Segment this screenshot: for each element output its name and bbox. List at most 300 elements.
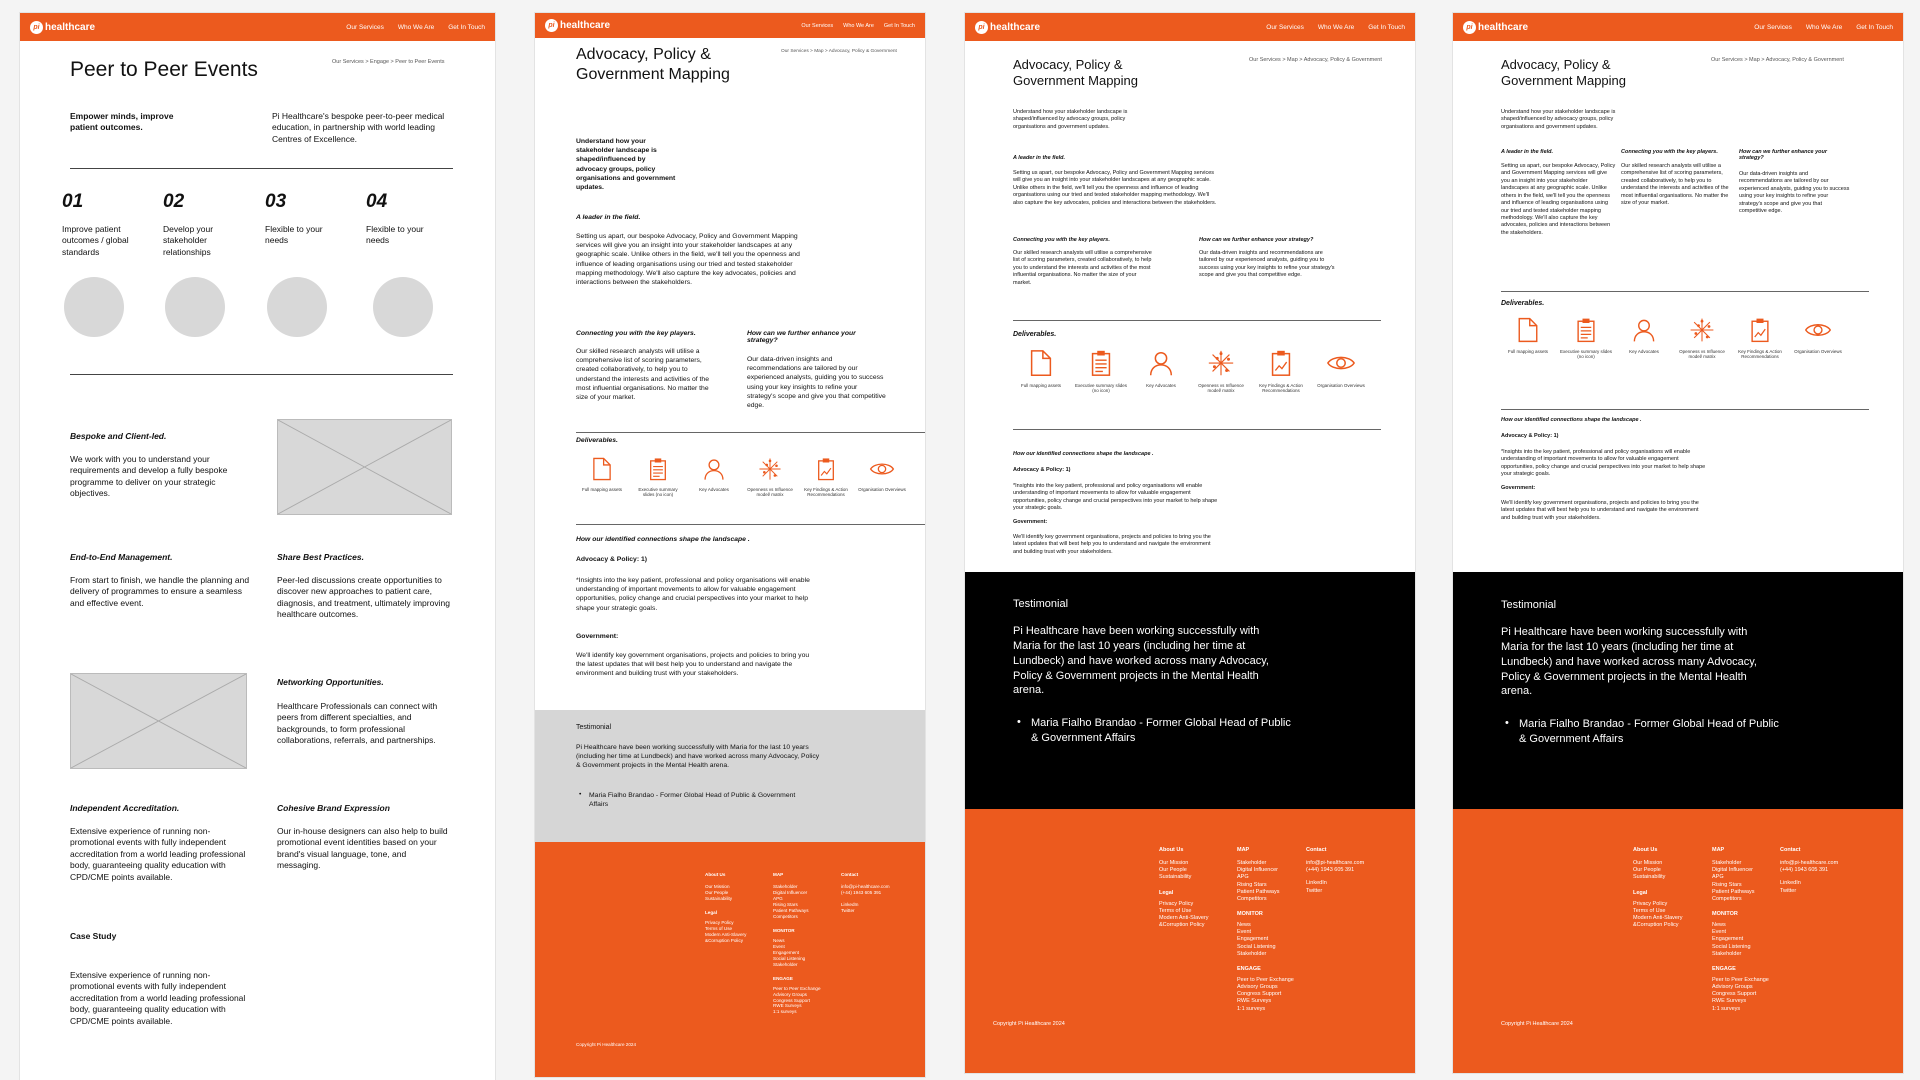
deliverable-item (1013, 348, 1069, 394)
footer-link[interactable]: Competitors (773, 913, 798, 919)
step-image-placeholder (267, 277, 327, 337)
footer-link[interactable]: Our People (1633, 867, 1661, 874)
nav-our-services[interactable]: Our Services (1266, 23, 1304, 31)
deliverable-label: Executive summary slides (no icon) (638, 487, 678, 498)
chart-clipboard-icon (813, 456, 839, 482)
footer (1453, 809, 1904, 1074)
footer-link[interactable]: Peer to Peer Exchange (1712, 976, 1769, 983)
footer-linkedin[interactable]: LinkedIn (841, 901, 859, 907)
nav-links (346, 24, 485, 31)
footer-col-about (1633, 847, 1698, 929)
logo[interactable] (1463, 21, 1528, 34)
footer-link[interactable]: Stakeholder (1237, 860, 1267, 867)
deliverable-label: Key Advocates (1146, 383, 1176, 388)
eye-icon (869, 456, 895, 482)
chart-clipboard-icon (1266, 348, 1296, 378)
step-text: Improve patient outcomes / global standards (62, 224, 129, 257)
nav-our-services[interactable]: Our Services (801, 22, 834, 29)
footer-heading: Legal (705, 909, 717, 915)
enhance-heading: How can we further enhance your strategy? (1199, 237, 1314, 243)
deliverables-row (1501, 316, 1845, 360)
footer-heading: Contact (1780, 847, 1801, 853)
footer-link[interactable]: Peer to Peer Exchange (773, 985, 821, 991)
logo-mark: pi (1463, 21, 1476, 34)
deliverable-item (1073, 348, 1129, 394)
footer-link[interactable]: Patient Pathways (1237, 888, 1280, 895)
page-title: Advocacy, Policy & Government Mapping (576, 46, 730, 83)
deliverable-label: Organisation Overviews (1317, 383, 1365, 388)
divider (576, 524, 926, 525)
copyright: Copyright Pi Healthcare 2024 (993, 1021, 1065, 1027)
top-nav (965, 13, 1415, 41)
footer-col-map (1712, 847, 1769, 1013)
case-study-body: Extensive experience of running non-promotional events with fully independent accreditation from a world leading professional body, guaranteeing quality education with CPD/CME points available. (70, 970, 246, 1026)
footer-link[interactable]: Competitors (1237, 895, 1267, 902)
government-body: We'll identify key government organisations, projects and policies to bring you the latest updates that will best help you to understand and navigate the environment and building trust with your stakeholders. (1013, 534, 1211, 555)
footer-phone[interactable]: (+44) 1943 605 391 (1306, 867, 1355, 874)
footer-link[interactable]: APG (1237, 874, 1249, 881)
copyright: Copyright Pi Healthcare 2024 (576, 1042, 637, 1047)
footer-link[interactable]: Rising Stars (773, 901, 798, 907)
footer-col-contact (1780, 847, 1838, 895)
deliverables-heading: Deliverables. (1013, 331, 1057, 338)
footer-email[interactable]: info@pi-healthcare.com (841, 883, 890, 889)
breadcrumb[interactable]: Our Services > Map > Advocacy, Policy & Government (1249, 57, 1382, 63)
deliverable-item (800, 456, 852, 498)
logo-text: healthcare (990, 21, 1041, 33)
deliverable-label: Key Findings & Action Recommendations (1738, 349, 1782, 360)
footer-linkedin[interactable]: LinkedIn (1780, 880, 1801, 887)
leader-body: Setting us apart, our bespoke Advocacy, Policy and Government Mapping services will give you an insight into your stakeholder landscapes at any geographic scale. Unlike others in the field, we'll tell you the openness and influence of leading organisations using our tried and tested stakeholder mapping methodology. We'll also capture the key advocates, policies and interactions between the stakeholders. (576, 233, 800, 286)
government-body: We'll identify key government organisations, projects and policies to bring you the latest updates that will best help you to understand and navigate the environment and building trust with your stakeholders. (1501, 500, 1699, 521)
footer-link[interactable]: Rising Stars (1237, 881, 1267, 888)
section-body: From start to finish, we handle the planning and delivery of programmes to ensure a seamless and effective event. (70, 575, 250, 608)
footer-link[interactable]: Event (1237, 929, 1252, 936)
intro-left: Empower minds, improve patient outcomes. (70, 111, 174, 133)
bullet-icon: • (579, 791, 582, 798)
deliverable-label: Key Advocates (1629, 349, 1659, 354)
connect-body: Our skilled research analysts will utilise a comprehensive list of scoring parameters, created collaboratively, to help you to understand the interests and activities of the most influential organisations. No matter the size of your market. (1621, 163, 1729, 207)
network-icon (757, 456, 783, 482)
footer-link[interactable]: Advisory Groups (1712, 984, 1753, 991)
section-body: Our in-house designers can also help to build promotional event identities based on your brand's visual language, tone, and messaging. (277, 826, 448, 871)
footer-link[interactable]: Stakeholder (773, 883, 798, 889)
intro-text: Understand how your stakeholder landscape is shaped/influenced by advocacy groups, policy organisations and government updates. (1501, 109, 1616, 130)
nav-who-we-are[interactable]: Who We Are (843, 22, 874, 29)
image-placeholder (277, 419, 452, 515)
testimonial-section (965, 572, 1416, 809)
divider (1013, 429, 1381, 430)
footer-link[interactable]: Engagement (1712, 936, 1744, 943)
enhance-body: Our data-driven insights and recommendations are tailored by our experienced analysts, guiding you to success using your key insights to refine your strategy's scope and give you that competitive edge. (747, 356, 886, 409)
footer-link[interactable]: Privacy Policy (1159, 900, 1194, 907)
logo-text: healthcare (1478, 21, 1529, 33)
footer-col-contact (1306, 847, 1364, 895)
footer (535, 842, 926, 1078)
divider (70, 374, 453, 375)
section-body: Healthcare Professionals can connect with peers from different specialties, and backgrounds, to form professional collaborations, referrals, and partnerships. (277, 701, 438, 746)
government-body: We'll identify key government organisations, projects and policies to bring you the latest updates that will best help you to understand and navigate the environment and building trust with your stakeholders. (576, 652, 810, 678)
footer-heading: Contact (1306, 847, 1327, 853)
connect-heading: Connecting you with the key players. (576, 330, 696, 337)
section-heading: Share Best Practices. (277, 552, 364, 562)
deliverable-label: Full mapping assets (1507, 349, 1549, 354)
logo-text: healthcare (560, 20, 611, 31)
advocacy-heading: Advocacy & Policy: 1) (1013, 467, 1071, 473)
testimonial-heading: Testimonial (576, 724, 612, 731)
map-page-v3 (1452, 12, 1904, 1074)
breadcrumb[interactable]: Our Services > Engage > Peer to Peer Events (332, 59, 445, 65)
section-heading: Cohesive Brand Expression (277, 803, 390, 813)
deliverable-label: Key Findings & Action Recommendations (1259, 383, 1303, 394)
deliverable-item (856, 456, 908, 498)
chart-clipboard-icon (1746, 316, 1774, 344)
footer-heading: Legal (1633, 889, 1648, 896)
footer-link[interactable]: 1:1 surveys (1237, 1005, 1266, 1012)
footer-heading: About Us (705, 872, 726, 877)
nav-links (1754, 24, 1893, 31)
advocacy-body: *Insights into the key patient, professional and policy organisations will enable understanding of important movements to allow for valuable engagement opportunities, policy change and crucial perspectives into your market to help shape your strategic goals. (1501, 449, 1706, 478)
deliverable-label: Openness vs Influence model/ matrix (747, 487, 793, 498)
deliverable-label: Openness vs Influence model/ matrix (1679, 349, 1725, 360)
enhance-body: Our data-driven insights and recommendations are tailored by our experienced analysts, guiding you to success using your key insights to refine your strategy's scope and give you that competitive edge. (1739, 171, 1850, 215)
testimonial-body: Pi Healthcare have been working successfully with Maria for the last 10 years (including her time at Lundbeck) and have worked across many Advocacy, Policy & Government projects in the Mental Health arena. (576, 744, 820, 770)
deliverable-item (1253, 348, 1309, 394)
divider (576, 432, 926, 433)
footer-link[interactable]: Modern Anti-Slavery &Corruption Policy (1159, 914, 1209, 929)
footer-link[interactable]: Stakeholder (1712, 860, 1742, 867)
footer-heading: MAP (773, 872, 784, 877)
footer-link[interactable]: 1:1 surveys (773, 1009, 797, 1015)
footer-link[interactable]: Competitors (1712, 895, 1742, 902)
testimonial-heading: Testimonial (1013, 598, 1069, 610)
footer-link[interactable]: Our People (1159, 867, 1187, 874)
government-heading: Government: (1013, 519, 1048, 525)
logo-mark: pi (30, 21, 43, 34)
logo[interactable] (545, 19, 610, 32)
deliverable-label: Key Advocates (699, 487, 729, 492)
top-nav (20, 13, 495, 41)
footer-link[interactable]: Social Listening (1237, 943, 1276, 950)
deliverable-label: Executive summary slides (no icon) (1559, 349, 1613, 360)
leader-heading: A leader in the field. (576, 214, 641, 221)
footer-link[interactable]: 1:1 surveys (1712, 1005, 1741, 1012)
footer-link[interactable]: Patient Pathways (1712, 888, 1755, 895)
footer-heading: Contact (841, 872, 859, 877)
intro-text: Understand how your stakeholder landscape is shaped/influenced by advocacy groups, policy organisations and government updates. (1013, 109, 1128, 130)
footer-link[interactable]: Sustainability (1633, 874, 1666, 881)
footer-twitter[interactable]: Twitter (1780, 887, 1797, 894)
nav-get-in-touch[interactable]: Get In Touch (883, 22, 915, 29)
document-icon (1026, 348, 1056, 378)
divider (1501, 291, 1869, 292)
nav-who-we-are[interactable]: Who We Are (1805, 23, 1843, 31)
footer-link[interactable]: Stakeholder (1237, 950, 1267, 957)
divider (1501, 409, 1869, 410)
deliverable-label: Openness vs Influence model/ matrix (1198, 383, 1244, 394)
leader-body: Setting us apart, our bespoke Advocacy, Policy and Government Mapping services will give you an insight into your stakeholder landscapes at any geographic scale. Unlike others in the field, we'll tell you the openness and influence of leading organisations using our tried and tested stakeholder mapping methodology. We'll also capture the key advocates, policies and interactions between the stakeholders. (1013, 170, 1217, 206)
footer-link[interactable]: News (1237, 922, 1251, 929)
deliverables-row (1013, 348, 1369, 394)
testimonial-author: Maria Fialho Brandao - Former Global Head of Public & Government Affairs (1031, 717, 1291, 744)
deliverable-item (688, 456, 740, 498)
connect-heading: Connecting you with the key players. (1013, 237, 1110, 243)
footer-col-about (1159, 847, 1224, 929)
clipboard-icon (645, 456, 671, 482)
deliverables-row (576, 456, 908, 498)
step-text: Develop your stakeholder relationships (163, 224, 214, 257)
footer-link[interactable]: Sustainability (705, 895, 733, 901)
section-heading: Networking Opportunities. (277, 677, 384, 687)
step-number: 01 (62, 191, 84, 212)
advocacy-body: *Insights into the key patient, professional and policy organisations will enable understanding of important movements to allow for valuable engagement opportunities, policy change and crucial perspectives into your market to help shape your strategic goals. (1013, 483, 1218, 512)
enhance-heading: How can we further enhance your strategy? (1739, 149, 1828, 161)
network-icon (1688, 316, 1716, 344)
deliverables-heading: Deliverables. (1501, 300, 1545, 307)
footer-link[interactable]: Rising Stars (1712, 881, 1742, 888)
enhance-body: Our data-driven insights and recommendations are tailored by our experienced analysts, guiding you to success using your key insights to refine your strategy's scope and give you that competitive edge. (1199, 250, 1335, 279)
advocacy-body: *Insights into the key patient, professional and policy organisations will enable understanding of important movements to allow for valuable engagement opportunities, policy change and crucial perspectives into your market to help shape your strategic goals. (576, 577, 810, 612)
footer-link[interactable]: Terms of Use (1633, 907, 1666, 914)
section-heading: Independent Accreditation. (70, 803, 180, 813)
map-page-v1 (534, 12, 926, 1078)
network-icon (1206, 348, 1236, 378)
shape-heading: How our identified connections shape the landscape . (576, 536, 750, 543)
enhance-heading: How can we further enhance your strategy? (747, 330, 856, 344)
section-heading: End-to-End Management. (70, 552, 173, 562)
logo[interactable] (975, 21, 1040, 34)
footer-linkedin[interactable]: LinkedIn (1306, 880, 1327, 887)
footer-link[interactable]: Terms of Use (705, 925, 733, 931)
step-number: 03 (265, 191, 287, 212)
peer-to-peer-page (19, 12, 496, 1080)
footer-link[interactable]: RWE Surveys (1712, 998, 1747, 1005)
advocacy-heading: Advocacy & Policy: 1) (1501, 433, 1559, 439)
footer-link[interactable]: Modern Anti-Slavery &Corruption Policy (1633, 914, 1683, 929)
clipboard-icon (1572, 316, 1600, 344)
page-title: Advocacy, Policy & Government Mapping (1501, 57, 1627, 89)
footer-link[interactable]: Congress Support (1712, 991, 1757, 998)
footer-link[interactable]: News (1712, 922, 1726, 929)
footer-link[interactable]: Engagement (773, 949, 800, 955)
footer-link[interactable]: Privacy Policy (705, 919, 734, 925)
deliverable-label: Organisation Overviews (858, 487, 906, 492)
bullet-icon: • (1017, 716, 1021, 728)
leader-heading: A leader in the field. (1501, 149, 1554, 155)
logo-mark: pi (975, 21, 988, 34)
intro-right: Pi Healthcare's bespoke peer-to-peer medical education, in partnership with world leading Centres of Excellence. (272, 111, 445, 144)
breadcrumb[interactable]: Our Services > Map > Advocacy, Policy & Government (781, 49, 897, 54)
footer-link[interactable]: Digital Influencer (1237, 867, 1278, 874)
footer (965, 809, 1416, 1074)
nav-who-we-are[interactable]: Who We Are (1317, 23, 1355, 31)
footer-col-map (773, 872, 821, 1015)
eye-icon (1804, 316, 1832, 344)
deliverable-item (1617, 316, 1671, 360)
footer-link[interactable]: RWE Surveys (1237, 998, 1272, 1005)
testimonial-heading: Testimonial (1501, 599, 1557, 611)
footer-heading: MONITOR (1237, 910, 1263, 917)
deliverable-item (1133, 348, 1189, 394)
copyright: Copyright Pi Healthcare 2024 (1501, 1021, 1573, 1027)
deliverable-item (1791, 316, 1845, 360)
footer-link[interactable]: Advisory Groups (773, 991, 807, 997)
footer-email[interactable]: info@pi-healthcare.com (1780, 860, 1839, 867)
clipboard-icon (1086, 348, 1116, 378)
top-nav (535, 13, 925, 38)
footer-heading: ENGAGE (1712, 965, 1736, 972)
deliverable-item (1501, 316, 1555, 360)
footer-heading: Legal (1159, 889, 1174, 896)
footer-link[interactable]: Social Listening (1712, 943, 1751, 950)
footer-link[interactable]: Engagement (1237, 936, 1269, 943)
footer-link[interactable]: Stakeholder (1712, 950, 1742, 957)
document-icon (1514, 316, 1542, 344)
footer-phone[interactable]: (+44) 1943 605 391 (841, 889, 882, 895)
footer-heading: MAP (1237, 847, 1250, 853)
bullet-icon: • (1505, 717, 1509, 729)
step-number: 02 (163, 191, 185, 212)
deliverable-item (632, 456, 684, 498)
deliverable-item (1675, 316, 1729, 360)
footer-heading: ENGAGE (773, 975, 793, 981)
footer-link[interactable]: Modern Anti-Slavery &Corruption Policy (705, 931, 747, 943)
connect-body: Our skilled research analysts will utilise a comprehensive list of scoring parameters, created collaboratively, to help you to understand the interests and activities of the most influential organisations. No matter the size of your market. (1013, 250, 1152, 286)
footer-link[interactable]: Congress Support (773, 997, 811, 1003)
footer-link[interactable]: Our Mission (1159, 860, 1189, 867)
nav-get-in-touch[interactable]: Get In Touch (1368, 23, 1405, 31)
footer-col-map (1237, 847, 1294, 1013)
document-icon (589, 456, 615, 482)
footer-link[interactable]: Congress Support (1237, 991, 1282, 998)
nav-our-services[interactable]: Our Services (346, 23, 384, 31)
page-title: Peer to Peer Events (70, 58, 258, 81)
deliverable-item (1193, 348, 1249, 394)
person-icon (1146, 348, 1176, 378)
nav-get-in-touch[interactable]: Get In Touch (448, 23, 485, 31)
leader-body: Setting us apart, our bespoke Advocacy, Policy and Government Mapping services will give you an insight into your stakeholder landscapes at any geographic scale. Unlike others in the field, we'll tell you the openness and influence of leading organisations using our tried and tested stakeholder mapping methodology. We'll also capture the key advocates, policies and interactions between the stakeholders. (1501, 163, 1616, 236)
deliverable-label: Key Findings & Action Recommendations (804, 487, 848, 498)
footer-twitter[interactable]: Twitter (841, 907, 855, 913)
connect-body: Our skilled research analysts will utilise a comprehensive list of scoring parameters, created collaboratively, to help you to understand the interests and activities of the most influential organisations. No matter the size of your market. (576, 348, 709, 401)
nav-links (1266, 24, 1405, 31)
deliverable-label: Organisation Overviews (1794, 349, 1842, 354)
footer-link[interactable]: Social Listening (773, 955, 806, 961)
footer-link[interactable]: Patient Pathways (773, 907, 809, 913)
footer-col-contact (841, 872, 890, 914)
footer-link[interactable]: APG (1712, 874, 1724, 881)
person-icon (1630, 316, 1658, 344)
shape-heading: How our identified connections shape the landscape . (1013, 451, 1154, 457)
deliverable-label: Full mapping assets (1020, 383, 1062, 388)
footer-link[interactable]: Event (1712, 929, 1727, 936)
step-text: Flexible to your needs (265, 224, 323, 246)
step-text: Flexible to your needs (366, 224, 424, 246)
footer-heading: MONITOR (773, 927, 795, 933)
divider (1013, 320, 1381, 321)
testimonial-author: Maria Fialho Brandao - Former Global Head of Public & Government Affairs (589, 792, 796, 809)
nav-get-in-touch[interactable]: Get In Touch (1856, 23, 1893, 31)
step-number: 04 (366, 191, 388, 212)
footer-link[interactable]: Our People (705, 889, 729, 895)
footer-heading: MONITOR (1712, 910, 1738, 917)
eye-icon (1326, 348, 1356, 378)
section-heading: Bespoke and Client-led. (70, 431, 167, 441)
testimonial-body: Pi Healthcare have been working successfully with Maria for the last 10 years (including her time at Lundbeck) and have worked across many Advocacy, Policy & Government projects in the Mental Health arena. (1013, 625, 1269, 697)
step-image-placeholder (373, 277, 433, 337)
footer-link[interactable]: Our Mission (705, 883, 730, 889)
logo-mark: pi (545, 19, 558, 32)
deliverable-item (744, 456, 796, 498)
top-nav (1453, 13, 1903, 41)
image-placeholder (70, 673, 247, 769)
shape-heading: How our identified connections shape the landscape . (1501, 417, 1642, 423)
footer-phone[interactable]: (+44) 1943 605 391 (1780, 867, 1829, 874)
footer-link[interactable]: Stakeholder (773, 961, 798, 967)
footer-heading: MAP (1712, 847, 1725, 853)
testimonial-author: Maria Fialho Brandao - Former Global Head of Public & Government Affairs (1519, 718, 1779, 745)
government-heading: Government: (1501, 485, 1536, 491)
breadcrumb[interactable]: Our Services > Map > Advocacy, Policy & Government (1711, 57, 1844, 63)
footer-link[interactable]: Terms of Use (1159, 907, 1192, 914)
intro-text: Understand how your stakeholder landscape is shaped/influenced by advocacy groups, policy organisations and government updates. (576, 138, 676, 191)
connect-heading: Connecting you with the key players. (1621, 149, 1718, 155)
footer-link[interactable]: Advisory Groups (1237, 984, 1278, 991)
deliverable-item (1733, 316, 1787, 360)
government-heading: Government: (576, 633, 619, 640)
testimonial-body: Pi Healthcare have been working successfully with Maria for the last 10 years (including her time at Lundbeck) and have worked across many Advocacy, Policy & Government projects in the Mental Health arena. (1501, 626, 1757, 698)
deliverable-item (1559, 316, 1613, 360)
case-study-heading: Case Study (70, 931, 117, 941)
footer-col-about (705, 872, 760, 944)
nav-our-services[interactable]: Our Services (1754, 23, 1792, 31)
testimonial-section (535, 710, 926, 842)
nav-links (801, 23, 915, 29)
footer-email[interactable]: info@pi-healthcare.com (1306, 860, 1365, 867)
footer-heading: About Us (1633, 847, 1658, 853)
footer-link[interactable]: RWE Surveys (773, 1003, 802, 1009)
footer-heading: About Us (1159, 847, 1184, 853)
deliverable-label: Full mapping assets (581, 487, 623, 492)
page-title: Advocacy, Policy & Government Mapping (1013, 57, 1139, 89)
footer-link[interactable]: Peer to Peer Exchange (1237, 976, 1294, 983)
person-icon (701, 456, 727, 482)
leader-heading: A leader in the field. (1013, 155, 1066, 161)
footer-link[interactable]: News (773, 937, 785, 943)
map-page-v2 (964, 12, 1416, 1074)
section-body: Extensive experience of running non-promotional events with fully independent accreditation from a world leading professional body, guaranteeing quality education with CPD/CME points available. (70, 826, 246, 882)
testimonial-section (1453, 572, 1904, 809)
footer-twitter[interactable]: Twitter (1306, 887, 1323, 894)
footer-link[interactable]: APG (773, 895, 783, 901)
footer-heading: ENGAGE (1237, 965, 1261, 972)
footer-link[interactable]: Digital Influencer (773, 889, 808, 895)
logo[interactable] (30, 21, 95, 34)
footer-link[interactable]: Our Mission (1633, 860, 1663, 867)
advocacy-heading: Advocacy & Policy: 1) (576, 556, 648, 563)
footer-link[interactable]: Event (773, 943, 785, 949)
deliverables-heading: Deliverables. (576, 437, 618, 444)
nav-who-we-are[interactable]: Who We Are (397, 23, 435, 31)
deliverable-label: Executive summary slides (no icon) (1074, 383, 1128, 394)
logo-text: healthcare (45, 21, 96, 33)
footer-link[interactable]: Sustainability (1159, 874, 1192, 881)
deliverable-item (576, 456, 628, 498)
step-image-placeholder (165, 277, 225, 337)
divider (70, 168, 453, 169)
footer-link[interactable]: Privacy Policy (1633, 900, 1668, 907)
footer-link[interactable]: Digital Influencer (1712, 867, 1753, 874)
